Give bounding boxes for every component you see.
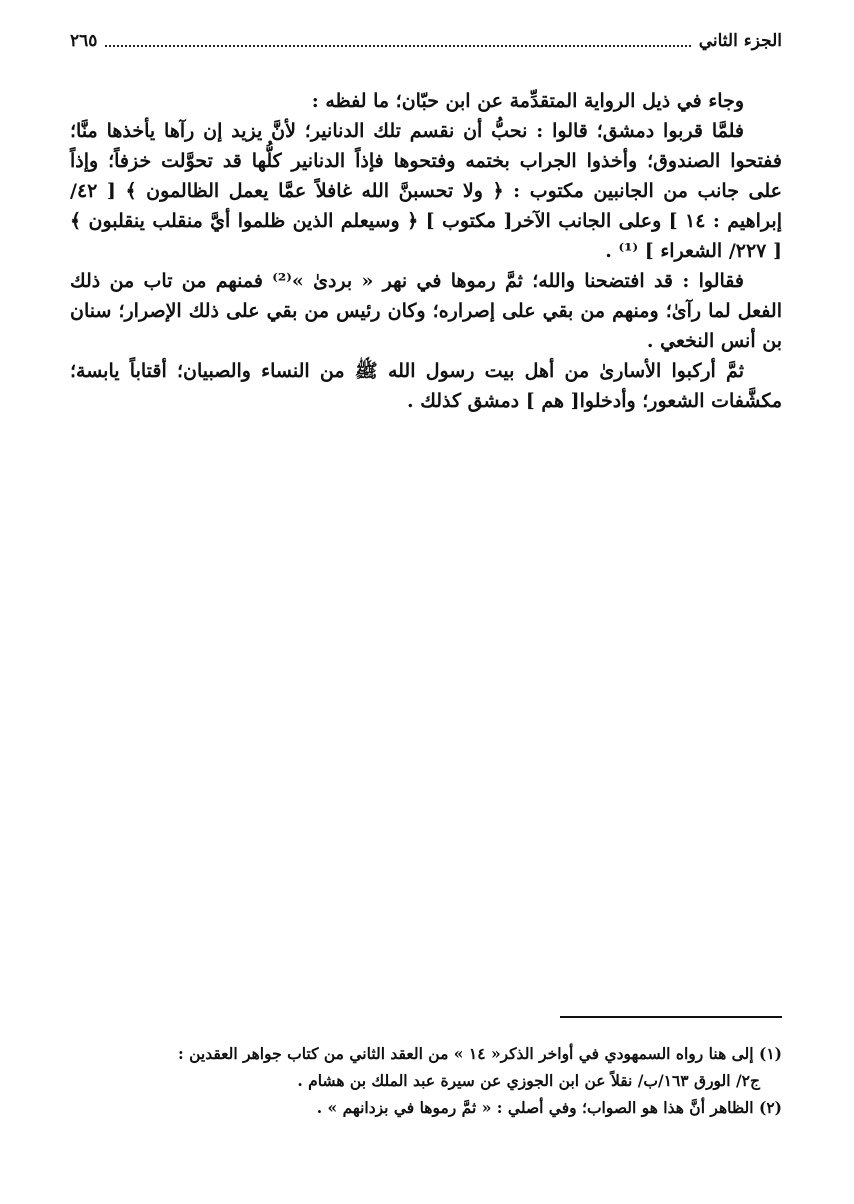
- footnotes: [70, 1040, 782, 1121]
- part-title: الجزء الثاني: [698, 31, 782, 51]
- running-header: [70, 24, 782, 58]
- paragraph: فلمَّا قربوا دمشق؛ قالوا : نحبُّ أن نقسم تلك الدنانير؛ لأنَّ يزيد إن رآها يأخذها منَّا؛ ففتحوا الصندوق؛ وأخذوا الجراب بختمه وفتحوها فإذاً الدنانير كلُّها قد تحوَّلت خزفاً؛ وإذاً على جانب من الجانبين مكتوب : ﴿ ولا تحسبنَّ الله غافلاً عمَّا يعمل الظالمون ﴾ [ ٤٢/ إبراهيم : ١٤ ] وعلى الجانب الآخر[ مكتوب ] ﴿ وسيعلم الذين ظلموا أيَّ منقلب ينقلبون ﴾ [ ٢٢٧/ الشعراء ] ⁽¹⁾ .: [70, 120, 782, 262]
- main-text: [70, 86, 782, 416]
- paragraph: ثمَّ أركبوا الأسارىٰ من أهل بيت رسول الله ﷺ من النساء والصبيان؛ أقتاباً يابسة؛ مكشَّفات الشعور؛ وأدخلوا[ هم ] دمشق كذلك .: [70, 360, 782, 412]
- footnote-separator: [560, 1016, 782, 1018]
- page-number: ٢٦٥: [70, 31, 98, 51]
- footnote-1: (١) إلى هنا رواه السمهودي في أواخر الذكر« ١٤ » من العقد الثاني من كتاب جواهر العقدين :: [177, 1044, 782, 1063]
- paragraph: فقالوا : قد افتضحنا والله؛ ثمَّ رموها في نهر « بردىٰ »⁽²⁾ فمنهم من تاب من ذلك الفعل لما رآىٰ؛ ومنهم من بقي على إصراره؛ وكان رئيس من بقي على ذلك الإصرار؛ سنان بن أنس النخعي .: [70, 270, 782, 352]
- paragraph: وجاء في ذيل الرواية المتقدِّمة عن ابن حبّان؛ ما لفظه :: [311, 90, 744, 112]
- footnote-1-continuation: ج٢/ الورق ١٦٣/ب/ نقلاً عن ابن الجوزي عن سيرة عبد الملك بن هشام .: [297, 1071, 760, 1090]
- dotted-leader: [105, 35, 690, 47]
- footnote-2: (٢) الظاهر أنَّ هذا هو الصواب؛ وفي أصلي : « ثمَّ رموها في بزدانهم » .: [316, 1098, 782, 1117]
